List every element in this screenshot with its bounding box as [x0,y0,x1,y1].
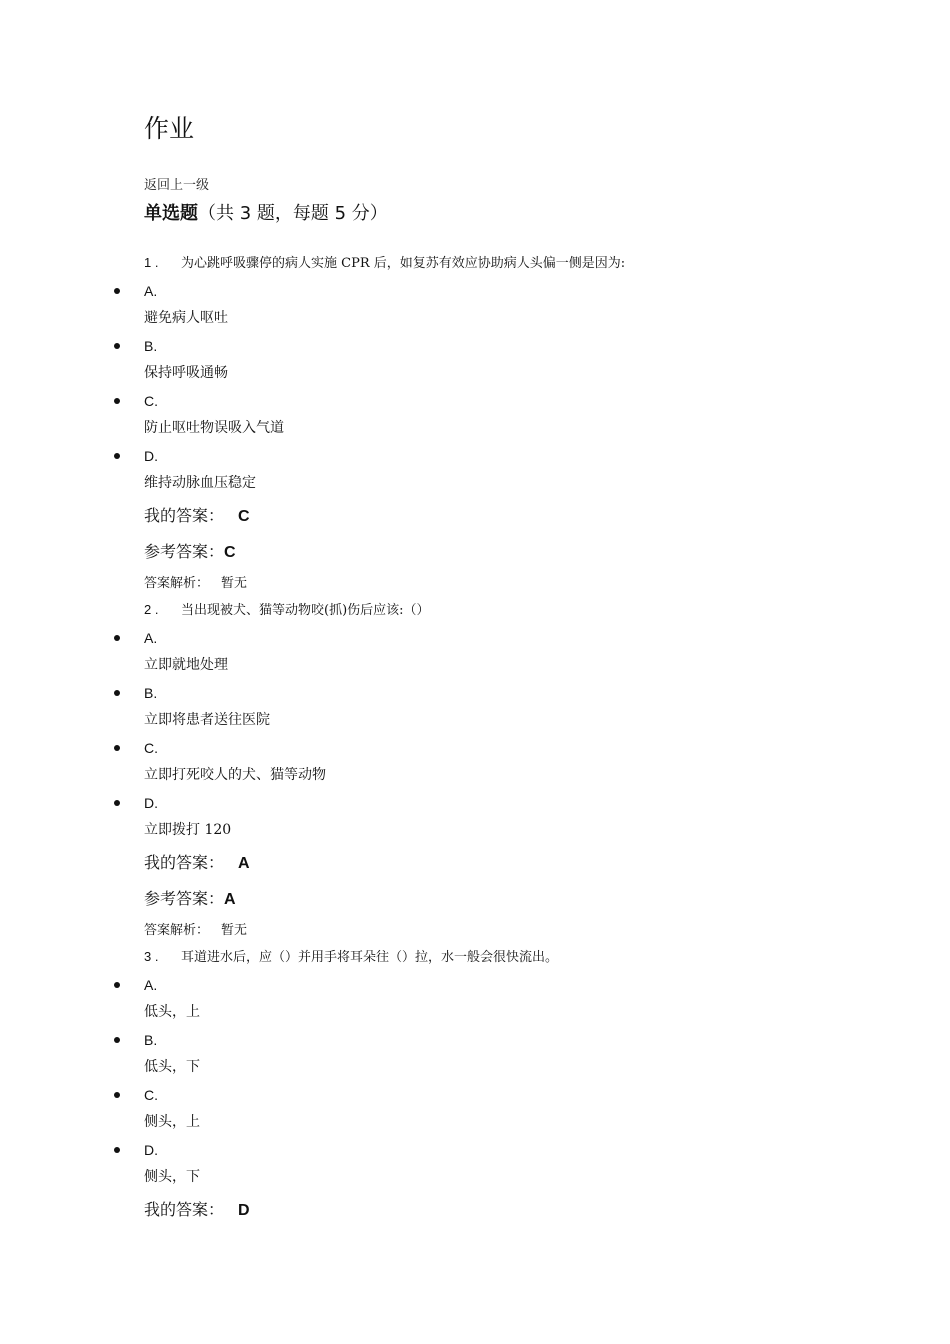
option-letter[interactable]: B. [144,685,158,701]
my-answer-value: A [238,855,250,872]
my-answer-label: 我的答案： [144,1200,225,1219]
explanation-label: 答案解析： [144,576,210,591]
option-letter[interactable]: A. [144,283,158,299]
bullet-icon [114,982,120,988]
my-answer [144,851,250,876]
explanation-value: 暂无 [221,576,248,591]
option-text: 低头，下 [144,1059,200,1075]
explanation-label: 答案解析： [144,923,210,938]
option-text: 侧头，上 [144,1114,200,1130]
option-text: 低头，上 [144,1004,200,1020]
bullet-icon [114,745,120,751]
option-letter[interactable]: A. [144,977,158,993]
option-letter[interactable]: C. [144,740,158,756]
option-text: 防止呕吐物误吸入气道 [144,420,284,436]
section-meta: （共 3 题，每题 5 分） [198,203,388,224]
reference-answer-value: C [224,544,236,561]
option-text: 立即将患者送往医院 [144,712,270,728]
section-type: 单选题 [144,203,198,224]
bullet-icon [114,690,120,696]
section-title [144,200,388,228]
my-answer-value: D [238,1202,250,1219]
my-answer [144,1198,250,1223]
reference-answer-label: 参考答案： [144,542,225,561]
back-link[interactable]: 返回上一级 [144,178,210,193]
page-title: 作业 [144,114,195,143]
question-text: 当出现被犬、猫等动物咬(抓)伤后应该:（） [181,603,430,618]
question-number: 3 . [144,949,159,964]
option-letter[interactable]: B. [144,338,158,354]
bullet-icon [114,1147,120,1153]
option-text: 保持呼吸通畅 [144,365,228,381]
option-text: 立即打死咬人的犬、猫等动物 [144,767,326,783]
bullet-icon [114,453,120,459]
option-letter[interactable]: A. [144,630,158,646]
option-letter[interactable]: D. [144,448,158,464]
option-text: 侧头，下 [144,1169,200,1185]
question-2-stem [144,600,430,621]
my-answer-label: 我的答案： [144,853,225,872]
my-answer-value: C [238,508,250,525]
answer-explanation [144,921,247,941]
bullet-icon [114,800,120,806]
option-text: 立即就地处理 [144,657,228,673]
question-1-stem [144,253,625,274]
option-text: 避免病人呕吐 [144,310,228,326]
reference-answer-label: 参考答案： [144,889,225,908]
option-letter[interactable]: C. [144,1087,158,1103]
reference-answer-value: A [224,891,236,908]
option-letter[interactable]: C. [144,393,158,409]
question-text: 耳道进水后，应（）并用手将耳朵往（）拉，水一般会很快流出。 [181,950,559,965]
bullet-icon [114,343,120,349]
bullet-icon [114,635,120,641]
option-letter[interactable]: D. [144,1142,158,1158]
my-answer-label: 我的答案： [144,506,225,525]
option-text: 维持动脉血压稳定 [144,475,256,491]
bullet-icon [114,398,120,404]
option-text: 立即拨打 120 [144,822,232,838]
question-text: 为心跳呼吸骤停的病人实施 CPR 后，如复苏有效应协助病人头偏一侧是因为: [181,256,626,271]
question-number: 1 . [144,255,159,270]
question-number: 2 . [144,602,159,617]
reference-answer [144,887,236,912]
question-3-stem [144,947,558,968]
reference-answer [144,540,236,565]
bullet-icon [114,1037,120,1043]
answer-explanation [144,574,247,594]
bullet-icon [114,288,120,294]
option-letter[interactable]: B. [144,1032,158,1048]
explanation-value: 暂无 [221,923,248,938]
bullet-icon [114,1092,120,1098]
option-letter[interactable]: D. [144,795,158,811]
my-answer [144,504,250,529]
